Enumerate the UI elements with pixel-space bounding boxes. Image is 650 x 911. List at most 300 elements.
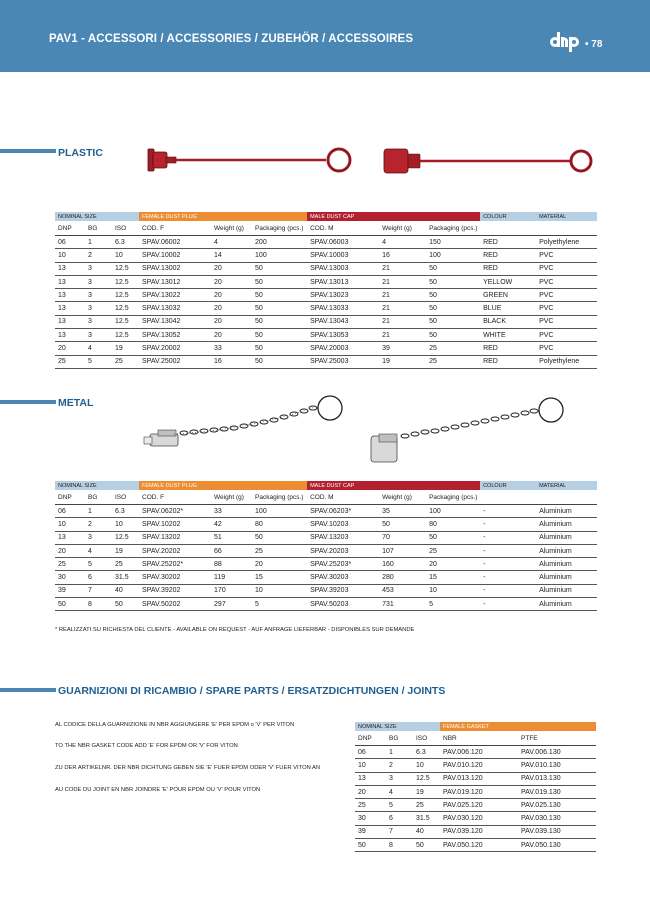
table-cell: 30	[55, 571, 85, 584]
table-cell: 200	[252, 236, 307, 249]
table-cell: 13	[55, 329, 85, 342]
table-cell: RED	[480, 249, 536, 262]
table-cell: 6	[386, 812, 413, 825]
table-cell: PAV.010.130	[518, 759, 596, 772]
table-cell: 50	[252, 275, 307, 288]
table-cell: 40	[413, 825, 440, 838]
table-row	[355, 772, 596, 785]
column-header	[536, 221, 597, 236]
table-cell: 51	[211, 531, 252, 544]
table-cell: 12.5	[112, 329, 139, 342]
table-row	[55, 275, 597, 288]
table-cell: 10	[55, 249, 85, 262]
group-colour: COLOUR	[480, 212, 536, 221]
group-nominal-size: NOMINAL SIZE	[55, 481, 139, 490]
table-cell: SPAV.06203*	[307, 505, 379, 518]
table-cell: SPAV.39203	[307, 584, 379, 597]
table-cell: YELLOW	[480, 275, 536, 288]
column-header: DNP	[55, 490, 85, 505]
table-cell: SPAV.13042	[139, 315, 211, 328]
gasket-instruction-it: AL CODICE DELLA GUARNIZIONE IN NBR AGGIUNGERE 'E' PER EPDM o 'V' PER VITON	[55, 722, 295, 728]
table-cell: -	[480, 571, 536, 584]
table-cell: Polyethylene	[536, 236, 597, 249]
table-cell: 50	[252, 289, 307, 302]
table-cell: SPAV.25003	[307, 355, 379, 368]
group-female-dust-plug: FEMALE DUST PLUG	[139, 212, 307, 221]
table-cell: SPAV.10002	[139, 249, 211, 262]
gasket-instruction-fr: AU CODE DU JOINT EN NBR JOINDRE 'E' POUR EPDM OU 'V' POUR VITON	[55, 787, 261, 793]
table-cell: 50	[426, 275, 480, 288]
table-cell: SPAV.06003	[307, 236, 379, 249]
table-header-row	[355, 731, 596, 746]
table-row	[355, 759, 596, 772]
table-cell: 20	[355, 785, 386, 798]
table-cell: 119	[211, 571, 252, 584]
plastic-section-bar	[0, 149, 56, 153]
table-cell: SPAV.13202	[139, 531, 211, 544]
table-cell: BLUE	[480, 302, 536, 315]
table-cell: PAV.050.120	[440, 839, 518, 852]
table-cell: PAV.013.120	[440, 772, 518, 785]
table-cell: 280	[379, 571, 426, 584]
table-cell: 20	[55, 342, 85, 355]
table-cell: 20	[211, 302, 252, 315]
table-row	[55, 355, 597, 368]
table-cell: PVC	[536, 302, 597, 315]
table-row	[55, 558, 597, 571]
table-cell: -	[480, 598, 536, 611]
table-row	[55, 289, 597, 302]
table-cell: 6.3	[413, 746, 440, 759]
table-cell: Aluminium	[536, 518, 597, 531]
gaskets-section-bar	[0, 688, 56, 692]
table-cell: Polyethylene	[536, 355, 597, 368]
table-cell: RED	[480, 342, 536, 355]
table-cell: PAV.006.130	[518, 746, 596, 759]
table-cell: 25	[413, 799, 440, 812]
table-cell: 10	[426, 584, 480, 597]
table-row	[55, 262, 597, 275]
table-cell: 50	[379, 518, 426, 531]
table-cell: 2	[85, 249, 112, 262]
table-cell: 42	[211, 518, 252, 531]
table-cell: PAV.025.130	[518, 799, 596, 812]
table-cell: 31.5	[413, 812, 440, 825]
table-cell: PAV.013.130	[518, 772, 596, 785]
table-cell: 20	[211, 275, 252, 288]
table-cell: SPAV.30203	[307, 571, 379, 584]
table-cell: 21	[379, 315, 426, 328]
table-cell: -	[480, 518, 536, 531]
table-cell: SPAV.06202*	[139, 505, 211, 518]
table-cell: Aluminium	[536, 544, 597, 557]
table-cell: 50	[426, 262, 480, 275]
table-cell: 107	[379, 544, 426, 557]
table-cell: 3	[386, 772, 413, 785]
table-cell: SPAV.10203	[307, 518, 379, 531]
table-cell: 21	[379, 289, 426, 302]
table-cell: 50	[355, 839, 386, 852]
table-row	[355, 746, 596, 759]
table-cell: 88	[211, 558, 252, 571]
column-header	[480, 490, 536, 505]
table-cell: 13	[55, 531, 85, 544]
table-cell: PVC	[536, 289, 597, 302]
table-cell: 40	[112, 584, 139, 597]
column-header: COD. M	[307, 221, 379, 236]
table-cell: 21	[379, 275, 426, 288]
table-cell: PVC	[536, 315, 597, 328]
table-cell: PAV.019.120	[440, 785, 518, 798]
table-header-row	[55, 221, 597, 236]
table-cell: PAV.050.130	[518, 839, 596, 852]
metal-dust-plug-illustration	[140, 390, 350, 460]
table-cell: Aluminium	[536, 531, 597, 544]
table-cell: 20	[211, 262, 252, 275]
table-row	[55, 329, 597, 342]
table-cell: 2	[85, 518, 112, 531]
table-cell: -	[480, 584, 536, 597]
table-cell: 731	[379, 598, 426, 611]
table-cell: 50	[252, 262, 307, 275]
table-cell: SPAV.13003	[307, 262, 379, 275]
column-header: COD. F	[139, 490, 211, 505]
table-cell: 100	[252, 249, 307, 262]
table-cell: SPAV.20202	[139, 544, 211, 557]
table-cell: SPAV.13002	[139, 262, 211, 275]
table-cell: SPAV.50203	[307, 598, 379, 611]
table-cell: 4	[85, 544, 112, 557]
table-cell: SPAV.13012	[139, 275, 211, 288]
table-cell: 50	[252, 329, 307, 342]
group-female-gasket: FEMALE GASKET	[440, 722, 596, 731]
column-header: Weight (g)	[211, 221, 252, 236]
table-cell: 6.3	[112, 505, 139, 518]
table-cell: PVC	[536, 275, 597, 288]
table-cell: 20	[211, 315, 252, 328]
table-cell: Aluminium	[536, 558, 597, 571]
table-cell: 8	[386, 839, 413, 852]
table-cell: 100	[252, 505, 307, 518]
column-header: Weight (g)	[211, 490, 252, 505]
table-cell: 3	[85, 315, 112, 328]
table-cell: 31.5	[112, 571, 139, 584]
table-cell: SPAV.10003	[307, 249, 379, 262]
table-cell: 10	[55, 518, 85, 531]
table-cell: 50	[413, 839, 440, 852]
group-material: MATERIAL	[536, 212, 597, 221]
table-cell: 66	[211, 544, 252, 557]
table-cell: 06	[355, 746, 386, 759]
table-cell: 3	[85, 329, 112, 342]
table-cell: 10	[112, 249, 139, 262]
table-cell: BLACK	[480, 315, 536, 328]
table-cell: 13	[355, 772, 386, 785]
table-cell: 13	[55, 262, 85, 275]
table-cell: PAV.025.120	[440, 799, 518, 812]
table-cell: 50	[426, 315, 480, 328]
column-header: Packaging (pcs.)	[426, 490, 480, 505]
table-cell: 16	[211, 355, 252, 368]
table-cell: 4	[386, 785, 413, 798]
table-row	[55, 302, 597, 315]
table-cell: 25	[112, 355, 139, 368]
column-header: COD. F	[139, 221, 211, 236]
table-row	[55, 598, 597, 611]
table-cell: 25	[252, 544, 307, 557]
table-cell: SPAV.13032	[139, 302, 211, 315]
table-cell: 50	[426, 531, 480, 544]
table-cell: -	[480, 531, 536, 544]
table-cell: SPAV.25203*	[307, 558, 379, 571]
table-cell: 3	[85, 531, 112, 544]
table-cell: 12.5	[112, 302, 139, 315]
table-cell: 19	[379, 355, 426, 368]
table-cell: 13	[55, 302, 85, 315]
table-cell: SPAV.25002	[139, 355, 211, 368]
table-cell: 21	[379, 329, 426, 342]
table-cell: SPAV.13052	[139, 329, 211, 342]
plastic-section-title: PLASTIC	[58, 147, 103, 159]
table-cell: 19	[413, 785, 440, 798]
gaskets-section-title: GUARNIZIONI DI RICAMBIO / SPARE PARTS / ERSATZDICHTUNGEN / JOINTS	[58, 685, 446, 697]
table-cell: 13	[55, 289, 85, 302]
table-cell: 50	[426, 289, 480, 302]
table-cell: 39	[379, 342, 426, 355]
table-cell: 15	[252, 571, 307, 584]
column-header: Packaging (pcs.)	[252, 221, 307, 236]
column-header: DNP	[55, 221, 85, 236]
table-cell: 19	[112, 544, 139, 557]
table-cell: Aluminium	[536, 584, 597, 597]
group-nominal-size: NOMINAL SIZE	[55, 212, 139, 221]
table-cell: Aluminium	[536, 598, 597, 611]
column-header	[536, 490, 597, 505]
table-cell: 50	[252, 531, 307, 544]
column-header: COD. M	[307, 490, 379, 505]
table-cell: 35	[379, 505, 426, 518]
column-header: NBR	[440, 731, 518, 746]
table-cell: PVC	[536, 249, 597, 262]
table-cell: SPAV.13013	[307, 275, 379, 288]
column-header: PTFE	[518, 731, 596, 746]
table-cell: 4	[85, 342, 112, 355]
table-cell: 33	[211, 342, 252, 355]
table-cell: Aluminium	[536, 505, 597, 518]
table-cell: SPAV.20002	[139, 342, 211, 355]
table-cell: 50	[112, 598, 139, 611]
table-cell: -	[480, 505, 536, 518]
table-cell: PVC	[536, 262, 597, 275]
table-cell: 5	[252, 598, 307, 611]
gasket-instruction-de: ZU DER ARTIKELNR. DER NBR DICHTUNG GEBEN SIE 'E' FUER EPDM ODER 'V' FUER VITON AN	[55, 765, 321, 771]
table-cell: 1	[85, 236, 112, 249]
table-cell: 160	[379, 558, 426, 571]
table-cell: PVC	[536, 329, 597, 342]
table-cell: 13	[55, 275, 85, 288]
metal-section-title: METAL	[58, 397, 94, 409]
table-cell: 5	[85, 558, 112, 571]
table-cell: 4	[211, 236, 252, 249]
table-cell: 5	[85, 355, 112, 368]
table-group-header	[55, 212, 597, 221]
table-cell: 6.3	[112, 236, 139, 249]
table-cell: 453	[379, 584, 426, 597]
table-cell: PVC	[536, 342, 597, 355]
table-cell: PAV.039.120	[440, 825, 518, 838]
column-header: Weight (g)	[379, 221, 426, 236]
table-row	[55, 249, 597, 262]
table-cell: SPAV.13023	[307, 289, 379, 302]
group-nominal-size: NOMINAL SIZE	[355, 722, 440, 731]
column-header: Packaging (pcs.)	[252, 490, 307, 505]
table-cell: PAV.030.120	[440, 812, 518, 825]
table-cell: 7	[85, 584, 112, 597]
table-cell: 100	[426, 249, 480, 262]
table-cell: RED	[480, 236, 536, 249]
table-cell: 1	[85, 505, 112, 518]
table-cell: 8	[85, 598, 112, 611]
table-cell: 20	[426, 558, 480, 571]
table-cell: 25	[426, 342, 480, 355]
table-cell: 20	[55, 544, 85, 557]
table-row	[55, 505, 597, 518]
table-cell: 2	[386, 759, 413, 772]
table-cell: 25	[55, 355, 85, 368]
table-cell: 39	[355, 825, 386, 838]
group-male-dust-cap: MALE DUST CAP	[307, 481, 480, 490]
table-cell: 7	[386, 825, 413, 838]
column-header: BG	[85, 221, 112, 236]
table-cell: -	[480, 558, 536, 571]
table-cell: 10	[112, 518, 139, 531]
table-row	[55, 518, 597, 531]
table-cell: 100	[426, 505, 480, 518]
table-cell: 25	[426, 355, 480, 368]
table-cell: SPAV.39202	[139, 584, 211, 597]
table-header-row	[55, 490, 597, 505]
metal-dust-cap-illustration	[365, 390, 575, 470]
metal-table	[55, 481, 597, 611]
column-header: ISO	[112, 490, 139, 505]
table-cell: 15	[426, 571, 480, 584]
table-cell: 39	[55, 584, 85, 597]
table-cell: 13	[55, 315, 85, 328]
table-row	[55, 236, 597, 249]
table-cell: Aluminium	[536, 571, 597, 584]
table-cell: 50	[426, 302, 480, 315]
table-row	[355, 825, 596, 838]
page-number: • 78	[585, 39, 603, 50]
table-cell: SPAV.10202	[139, 518, 211, 531]
table-cell: SPAV.13203	[307, 531, 379, 544]
table-cell: 06	[55, 236, 85, 249]
column-header: DNP	[355, 731, 386, 746]
column-header: Weight (g)	[379, 490, 426, 505]
column-header: Packaging (pcs.)	[426, 221, 480, 236]
table-row	[355, 785, 596, 798]
table-cell: 50	[252, 342, 307, 355]
table-cell: 20	[252, 558, 307, 571]
table-cell: 20	[211, 289, 252, 302]
table-cell: 25	[355, 799, 386, 812]
group-female-dust-plug: FEMALE DUST PLUG	[139, 481, 307, 490]
group-material: MATERIAL	[536, 481, 597, 490]
table-cell: 1	[386, 746, 413, 759]
table-cell: 50	[252, 302, 307, 315]
table-cell: 80	[252, 518, 307, 531]
table-cell: 30	[355, 812, 386, 825]
table-cell: 21	[379, 302, 426, 315]
table-row	[55, 584, 597, 597]
table-row	[55, 531, 597, 544]
table-cell: GREEN	[480, 289, 536, 302]
table-cell: 50	[55, 598, 85, 611]
column-header: BG	[85, 490, 112, 505]
table-cell: -	[480, 544, 536, 557]
table-cell: 10	[355, 759, 386, 772]
table-group-header	[355, 722, 596, 731]
table-cell: 5	[426, 598, 480, 611]
table-cell: 12.5	[112, 289, 139, 302]
metal-section-bar	[0, 400, 56, 404]
table-cell: SPAV.25202*	[139, 558, 211, 571]
table-row	[55, 571, 597, 584]
table-row	[355, 839, 596, 852]
gasket-table	[355, 722, 596, 852]
table-row	[55, 315, 597, 328]
table-cell: PAV.030.130	[518, 812, 596, 825]
table-cell: 80	[426, 518, 480, 531]
group-colour: COLOUR	[480, 481, 536, 490]
table-cell: PAV.010.120	[440, 759, 518, 772]
table-cell: 150	[426, 236, 480, 249]
page-header	[0, 0, 650, 72]
table-group-header	[55, 481, 597, 490]
plastic-dust-cap-illustration	[380, 140, 600, 180]
table-cell: SPAV.50202	[139, 598, 211, 611]
table-cell: PAV.019.130	[518, 785, 596, 798]
table-cell: PAV.006.120	[440, 746, 518, 759]
plastic-table	[55, 212, 597, 369]
table-cell: 20	[211, 329, 252, 342]
table-cell: 297	[211, 598, 252, 611]
table-cell: 3	[85, 302, 112, 315]
table-row	[355, 812, 596, 825]
table-row	[55, 544, 597, 557]
table-cell: SPAV.13043	[307, 315, 379, 328]
table-cell: 14	[211, 249, 252, 262]
group-male-dust-cap: MALE DUST CAP	[307, 212, 480, 221]
table-cell: 10	[413, 759, 440, 772]
column-header: ISO	[413, 731, 440, 746]
table-cell: 3	[85, 289, 112, 302]
table-cell: 25	[426, 544, 480, 557]
table-cell: SPAV.06002	[139, 236, 211, 249]
table-cell: 16	[379, 249, 426, 262]
table-cell: SPAV.20003	[307, 342, 379, 355]
table-cell: SPAV.13033	[307, 302, 379, 315]
dnp-logo-icon	[549, 29, 579, 53]
table-cell: 70	[379, 531, 426, 544]
table-cell: 50	[252, 355, 307, 368]
table-cell: SPAV.30202	[139, 571, 211, 584]
table-cell: 50	[426, 329, 480, 342]
table-cell: 170	[211, 584, 252, 597]
table-cell: 12.5	[112, 531, 139, 544]
table-cell: 19	[112, 342, 139, 355]
table-cell: RED	[480, 262, 536, 275]
